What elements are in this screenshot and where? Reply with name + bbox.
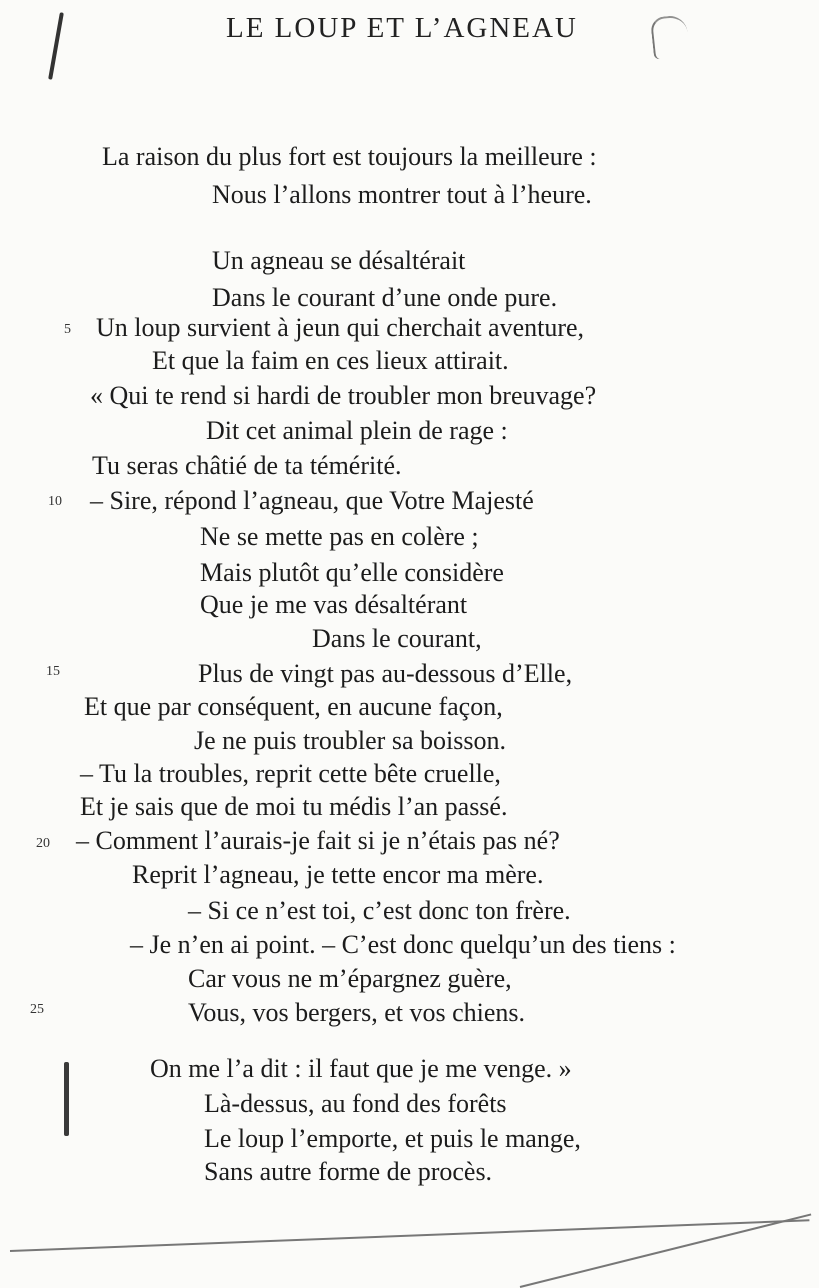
verse-line: Tu seras châtié de ta témérité.: [92, 451, 402, 480]
line-number: 20: [36, 836, 50, 851]
poem-title: LE LOUP ET L’AGNEAU: [226, 12, 578, 44]
line-number: 10: [48, 494, 62, 509]
verse-line: On me l’a dit : il faut que je me venge. »: [150, 1054, 572, 1083]
verse-line: – Je n’en ai point. – C’est donc quelqu’un des tiens :: [130, 930, 676, 959]
verse-line: La raison du plus fort est toujours la meilleure :: [102, 142, 597, 171]
verse-line: – Si ce n’est toi, c’est donc ton frère.: [188, 896, 571, 925]
verse-line: – Comment l’aurais-je fait si je n’étais pas né?: [76, 826, 560, 855]
pen-mark-top: [48, 12, 64, 80]
verse-line: Reprit l’agneau, je tette encor ma mère.: [132, 860, 544, 889]
line-number: 5: [64, 322, 71, 337]
verse-line: Dit cet animal plein de rage :: [206, 416, 508, 445]
line-number: 15: [46, 664, 60, 679]
corner-annotation-mark: [650, 14, 690, 60]
verse-line: – Sire, répond l’agneau, que Votre Majesté: [90, 486, 534, 515]
pen-mark-left: [64, 1062, 69, 1136]
verse-line: Sans autre forme de procès.: [204, 1157, 493, 1186]
verse-line: Ne se mette pas en colère ;: [200, 522, 479, 551]
verse-line: « Qui te rend si hardi de troubler mon breuvage?: [90, 381, 597, 410]
verse-line: Que je me vas désaltérant: [200, 590, 468, 619]
verse-line: Un loup survient à jeun qui cherchait aventure,: [96, 313, 585, 342]
verse-line: Un agneau se désaltérait: [212, 246, 466, 275]
verse-line: Nous l’allons montrer tout à l’heure.: [212, 180, 592, 209]
verse-line: Là-dessus, au fond des forêts: [204, 1089, 507, 1118]
verse-line: Et que la faim en ces lieux attirait.: [152, 346, 509, 375]
line-number: 25: [30, 1002, 44, 1017]
verse-line: Dans le courant,: [312, 624, 482, 653]
verse-line: Dans le courant d’une onde pure.: [212, 283, 558, 312]
verse-line: Et je sais que de moi tu médis l’an passé.: [80, 792, 508, 821]
verse-line: Car vous ne m’épargnez guère,: [188, 964, 512, 993]
page-edge-line: [10, 1219, 809, 1252]
verse-line: Mais plutôt qu’elle considère: [200, 558, 504, 587]
verse-line: Vous, vos bergers, et vos chiens.: [188, 998, 526, 1027]
verse-line: Plus de vingt pas au-dessous d’Elle,: [198, 659, 573, 688]
verse-line: – Tu la troubles, reprit cette bête cruelle,: [80, 759, 501, 788]
verse-line: Et que par conséquent, en aucune façon,: [84, 692, 503, 721]
verse-line: Je ne puis troubler sa boisson.: [194, 726, 506, 755]
verse-line: Le loup l’emporte, et puis le mange,: [204, 1124, 581, 1153]
